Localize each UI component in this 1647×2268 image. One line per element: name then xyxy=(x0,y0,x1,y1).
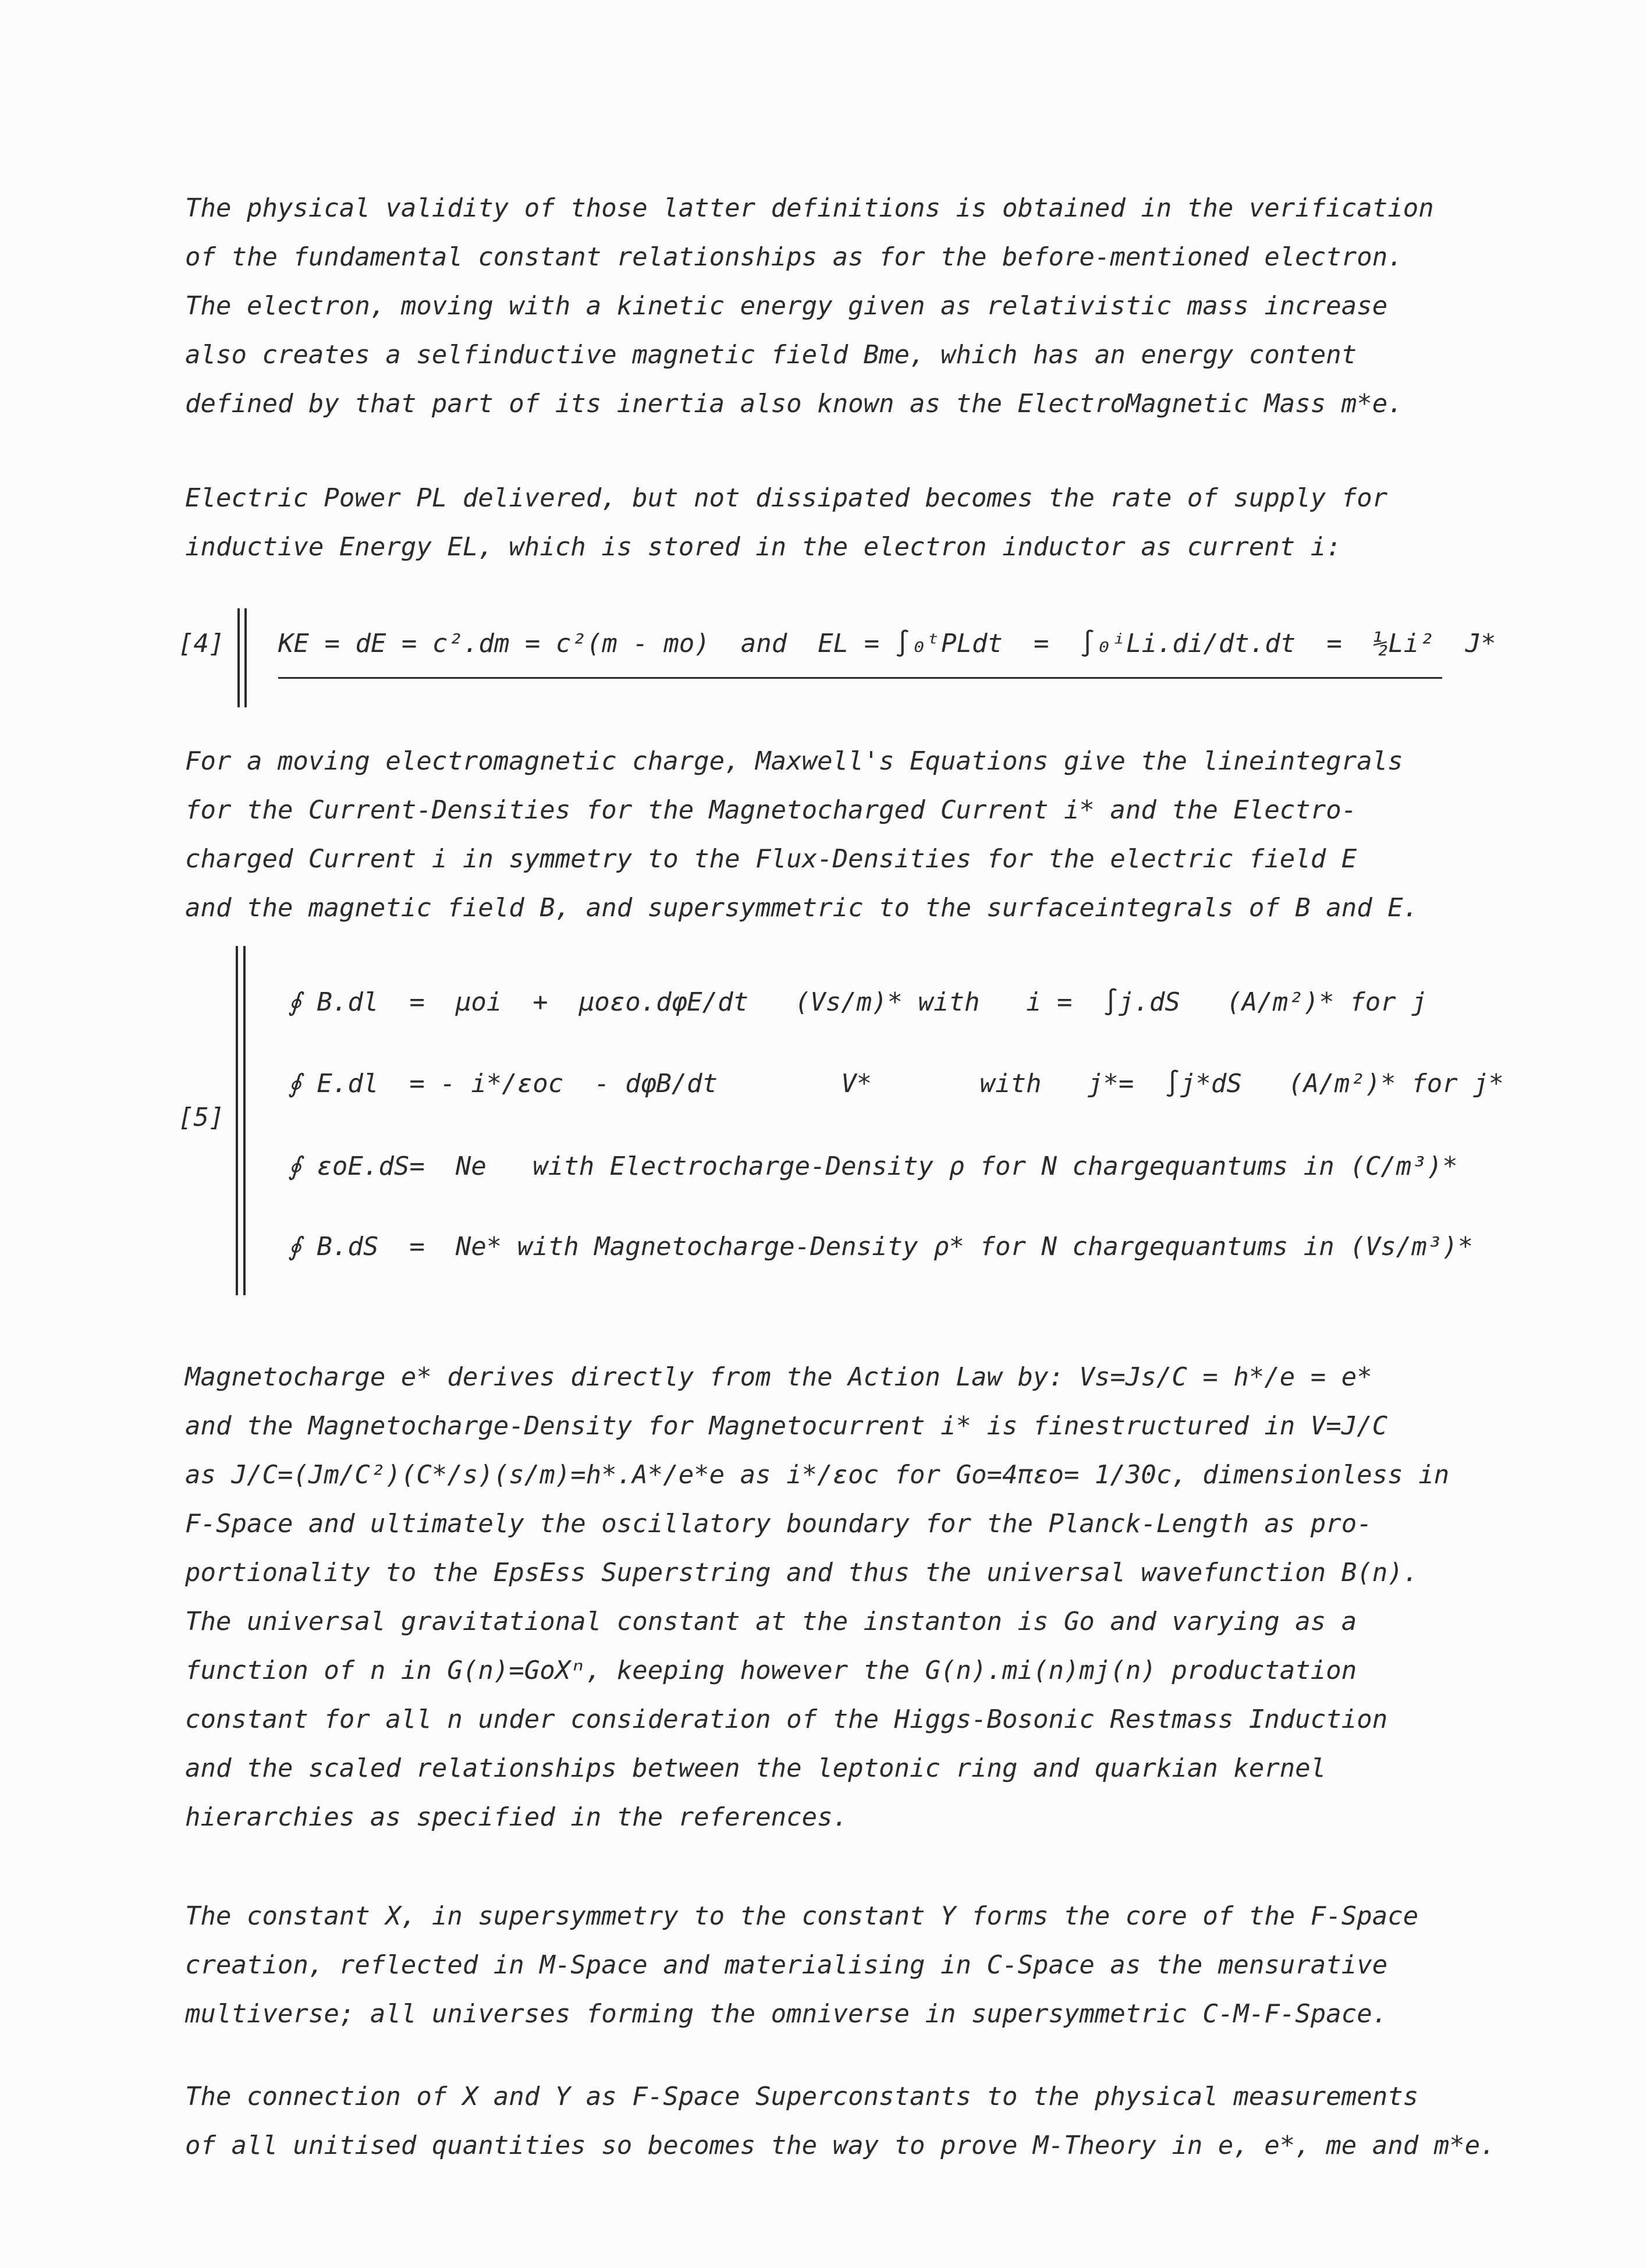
text-line: and the Magnetocharge-Density for Magnetocurrent i* is finestructured in V=J/C xyxy=(185,1411,1388,1441)
text-line: F-Space and ultimately the oscillatory boundary for the Planck-Length as pro- xyxy=(185,1509,1372,1539)
text-line: and the scaled relationships between the leptonic ring and quarkian kernel xyxy=(185,1753,1326,1783)
paragraph-6 xyxy=(185,2072,1541,2170)
text-line: The universal gravitational constant at the instanton is Go and varying as a xyxy=(185,1607,1357,1636)
text-line: charged Current i in symmetry to the Flux-Densities for the electric field E xyxy=(185,844,1357,874)
text-line: of the fundamental constant relationships as for the before-mentioned electron. xyxy=(185,242,1403,272)
equation-5-line: ∮ E.dl = - i*/εoc - dφB/dt V* with j*= ∫j*dS (A/m²)* for j* xyxy=(288,1069,1504,1098)
text-line: portionality to the EpsEss Superstring and thus the universal wavefunction B(n). xyxy=(185,1558,1419,1587)
equation-4: KE = dE = c².dm = c²(m - mo) and EL = ∫₀ᵗPLdt = ∫₀ⁱLi.di/dt.dt = ½Li² J* xyxy=(278,629,1496,658)
paragraph-3 xyxy=(185,737,1541,933)
text-line: inductive Energy EL, which is stored in the electron inductor as current i: xyxy=(185,532,1341,562)
text-line: defined by that part of its inertia also known as the ElectroMagnetic Mass m*e. xyxy=(185,389,1403,419)
text-line: as J/C=(Jm/C²)(C*/s)(s/m)=h*.A*/e*e as i*/εoc for Go=4πεo= 1/30c, dimensionless in xyxy=(185,1460,1450,1490)
text-line: hierarchies as specified in the references. xyxy=(185,1802,849,1832)
text-line: The physical validity of those latter definitions is obtained in the verification xyxy=(185,193,1434,223)
equation-bar xyxy=(244,608,247,707)
equation-number-4: [4] xyxy=(178,629,225,658)
text-line: multiverse; all universes forming the omniverse in supersymmetric C-M-F-Space. xyxy=(185,1999,1388,2029)
paragraph-1 xyxy=(185,184,1541,428)
equation-5-line: ∮ B.dl = μoi + μoεo.dφE/dt (Vs/m)* with i = ∫j.dS (A/m²)* for j xyxy=(288,987,1427,1017)
equation-5-line: ∮ B.dS = Ne* with Magnetocharge-Density ρ* for N chargequantums in (Vs/m³)* xyxy=(288,1232,1474,1261)
text-line: and the magnetic field B, and supersymmetric to the surfaceintegrals of B and E. xyxy=(185,893,1419,923)
paragraph-5 xyxy=(185,1892,1541,2039)
paragraph-2 xyxy=(185,474,1541,572)
text-line: of all unitised quantities so becomes the way to prove M-Theory in e, e*, me and m*e. xyxy=(185,2131,1496,2160)
text-line: For a moving electromagnetic charge, Maxwell's Equations give the lineintegrals xyxy=(185,746,1403,776)
equation-bar xyxy=(237,608,240,707)
equation-number-5: [5] xyxy=(178,1103,225,1132)
text-line: The connection of X and Y as F-Space Superconstants to the physical measurements xyxy=(185,2082,1419,2111)
text-line: also creates a selfinductive magnetic field Bme, which has an energy content xyxy=(185,340,1357,370)
equation-bar xyxy=(236,946,238,1295)
text-line: Magnetocharge e* derives directly from the Action Law by: Vs=Js/C = h*/e = e* xyxy=(185,1362,1372,1392)
text-line: The electron, moving with a kinetic energy given as relativistic mass increase xyxy=(185,291,1388,321)
text-line: function of n in G(n)=GoXⁿ, keeping however the G(n).mi(n)mj(n) productation xyxy=(185,1656,1357,1685)
text-line: The constant X, in supersymmetry to the constant Y forms the core of the F-Space xyxy=(185,1901,1419,1931)
text-line: Electric Power PL delivered, but not dissipated becomes the rate of supply for xyxy=(185,483,1388,513)
text-line: for the Current-Densities for the Magnetocharged Current i* and the Electro- xyxy=(185,795,1357,825)
paragraph-4 xyxy=(185,1353,1541,1842)
equation-bar xyxy=(243,946,246,1295)
text-line: constant for all n under consideration of the Higgs-Bosonic Restmass Induction xyxy=(185,1704,1388,1734)
text-line: creation, reflected in M-Space and materialising in C-Space as the mensurative xyxy=(185,1950,1388,1980)
equation-underline xyxy=(278,677,1442,679)
equation-5-line: ∮ εoE.dS= Ne with Electrocharge-Density ρ for N chargequantums in (C/m³)* xyxy=(288,1151,1458,1181)
